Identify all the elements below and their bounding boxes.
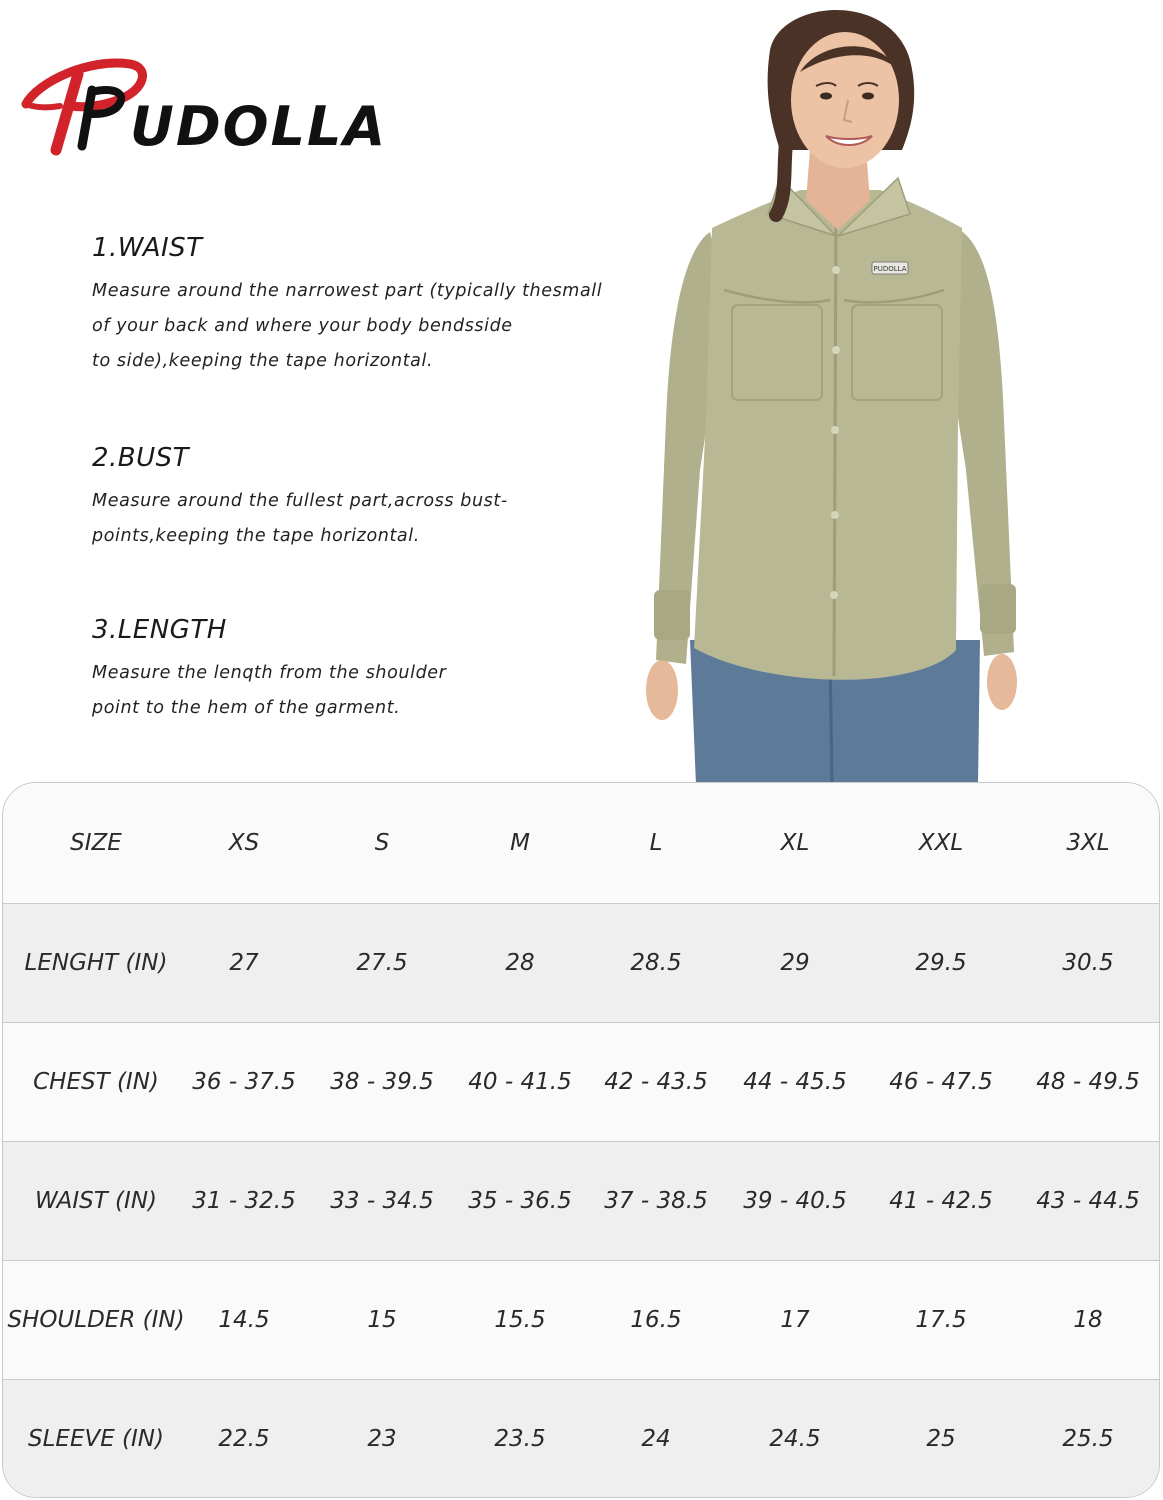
table-cell: 40 - 41.5 xyxy=(468,1069,572,1095)
text-line: Measure the lenqth from the shoulder xyxy=(92,663,447,683)
table-cell: 24 xyxy=(641,1426,671,1452)
text-line: of your back and where your body bendsside xyxy=(92,316,513,336)
table-cell: 14.5 xyxy=(218,1307,270,1333)
table-cell: 25.5 xyxy=(1062,1426,1114,1452)
table-header-cell: XS xyxy=(228,829,260,856)
table-row-waist xyxy=(3,1141,1159,1260)
table-header-cell: SIZE xyxy=(70,829,122,856)
model-photo xyxy=(640,0,1040,785)
table-cell: 28.5 xyxy=(630,950,682,976)
table-cell: 48 - 49.5 xyxy=(1036,1069,1140,1095)
table-cell: 28 xyxy=(505,950,535,976)
table-cell: 16.5 xyxy=(630,1307,682,1333)
table-cell: 27 xyxy=(229,950,259,976)
row-label: CHEST (IN) xyxy=(33,1069,159,1095)
table-header-cell: 3XL xyxy=(1066,829,1110,856)
table-header-cell: M xyxy=(510,829,530,856)
table-cell: 46 - 47.5 xyxy=(889,1069,993,1095)
table-header-cell: S xyxy=(374,829,390,856)
model-illustration xyxy=(640,0,1040,785)
row-label: SLEEVE (IN) xyxy=(28,1426,164,1452)
section-heading: 3.LENGTH xyxy=(92,615,227,645)
table-cell: 38 - 39.5 xyxy=(330,1069,434,1095)
shirt-label-text: PUDOLLA xyxy=(873,265,907,273)
brand-name: UDOLLA xyxy=(130,95,388,158)
table-header-cell: XL xyxy=(780,829,810,856)
table-row-length xyxy=(3,903,1159,1022)
table-header-cell: XXL xyxy=(918,829,964,856)
text-line: to side),keeping the tape horizontal. xyxy=(92,351,434,371)
row-label: WAIST (IN) xyxy=(34,1188,157,1214)
size-chart-table xyxy=(2,782,1160,1498)
right-hand xyxy=(987,654,1017,710)
table-cell: 15.5 xyxy=(494,1307,546,1333)
table-cell: 25 xyxy=(926,1426,956,1452)
text-line: points,keeping the tape horizontal. xyxy=(92,526,420,546)
table-cell: 30.5 xyxy=(1062,950,1114,976)
table-cell: 35 - 36.5 xyxy=(468,1188,572,1214)
table-cell: 33 - 34.5 xyxy=(330,1188,434,1214)
table-cell: 39 - 40.5 xyxy=(743,1188,847,1214)
table-cell: 41 - 42.5 xyxy=(889,1188,993,1214)
brand-logo xyxy=(18,52,388,162)
table-cell: 17 xyxy=(780,1307,810,1333)
instruction-waist xyxy=(92,228,602,379)
section-text xyxy=(92,274,602,379)
section-heading: 1.WAIST xyxy=(92,233,203,263)
table-cell: 24.5 xyxy=(769,1426,821,1452)
section-text xyxy=(92,484,508,554)
table-cell: 43 - 44.5 xyxy=(1036,1188,1140,1214)
table-row-sleeve xyxy=(3,1379,1159,1498)
table-cell: 37 - 38.5 xyxy=(604,1188,708,1214)
table-cell: 15 xyxy=(367,1307,397,1333)
table-cell: 29 xyxy=(780,950,810,976)
left-hand xyxy=(646,660,678,720)
instruction-length xyxy=(92,610,446,726)
table-cell: 31 - 32.5 xyxy=(192,1188,296,1214)
table-cell: 18 xyxy=(1073,1307,1103,1333)
section-text xyxy=(92,656,446,726)
row-label: LENGHT (IN) xyxy=(24,950,168,976)
table-row-shoulder xyxy=(3,1260,1159,1379)
shirt-body xyxy=(694,190,962,680)
table-cell: 27.5 xyxy=(356,950,408,976)
table-cell: 36 - 37.5 xyxy=(192,1069,296,1095)
row-label: SHOULDER (IN) xyxy=(7,1307,185,1333)
table-header-row xyxy=(3,783,1159,902)
table-cell: 42 - 43.5 xyxy=(604,1069,708,1095)
table-cell: 44 - 45.5 xyxy=(743,1069,847,1095)
table-cell: 17.5 xyxy=(915,1307,967,1333)
text-line: point to the hem of the garment. xyxy=(92,698,401,718)
instruction-bust xyxy=(92,438,508,554)
table-cell: 22.5 xyxy=(218,1426,270,1452)
table-cell: 29.5 xyxy=(915,950,967,976)
table-cell: 23 xyxy=(367,1426,397,1452)
table-row-chest xyxy=(3,1022,1159,1141)
table-header-cell: L xyxy=(649,829,663,856)
text-line: Measure around the fullest part,across bust- xyxy=(92,491,508,511)
table-cell: 23.5 xyxy=(494,1426,546,1452)
text-line: Measure around the narrowest part (typically thesmall xyxy=(92,281,603,301)
section-heading: 2.BUST xyxy=(92,443,190,473)
